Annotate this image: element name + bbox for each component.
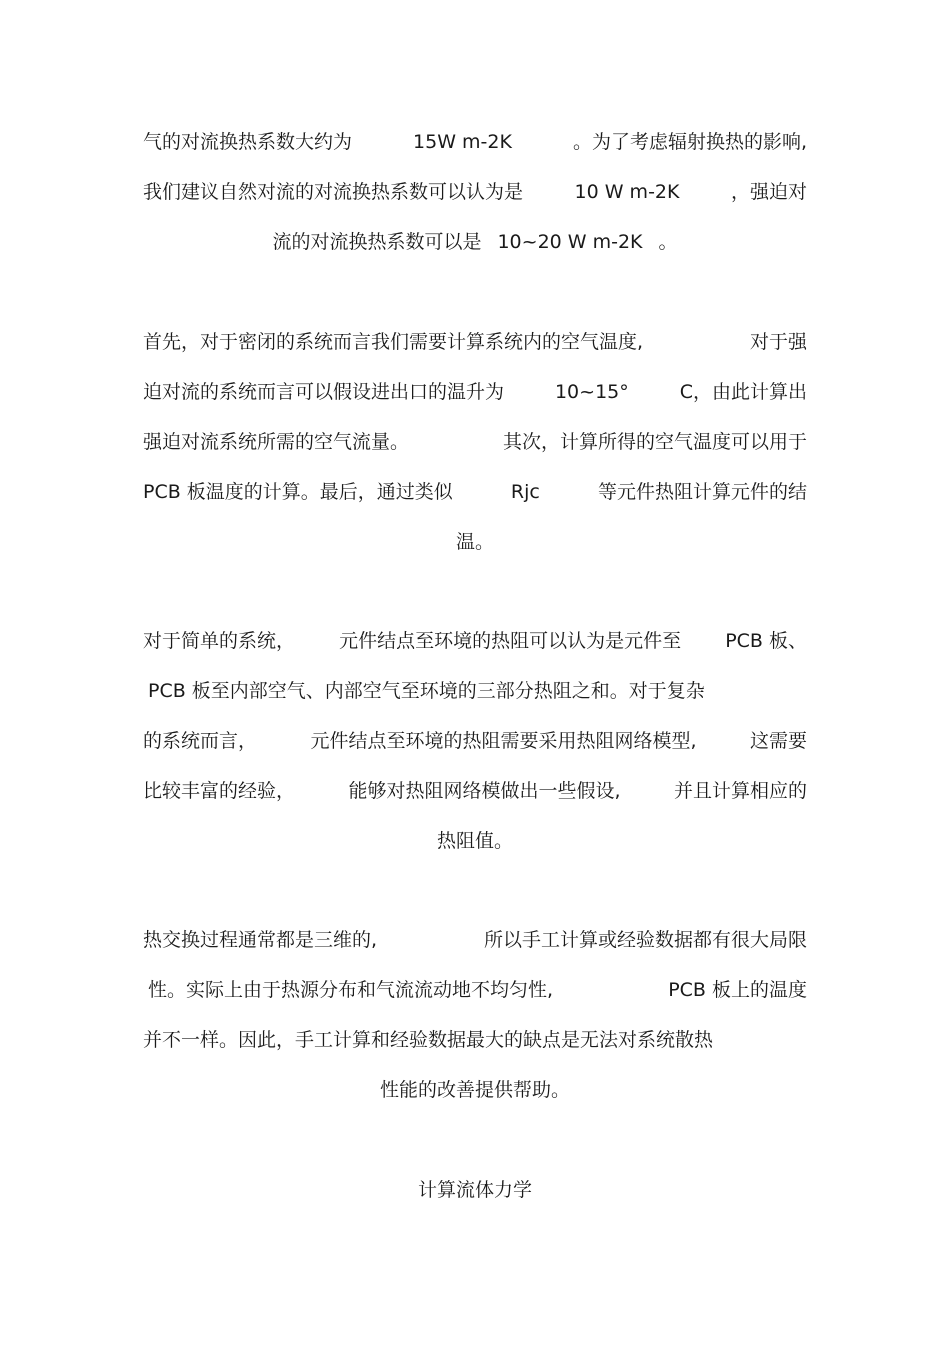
text-segment: 等元件热阻计算元件的结 xyxy=(597,481,807,503)
text-segment: 热交换过程通常都是三维的, xyxy=(143,929,378,951)
text-segment: 性能的改善提供帮助。 xyxy=(379,1079,570,1101)
text-segment: 。为了考虑辐射换热的影响, xyxy=(572,131,807,153)
text-segment: PCB 板上的温度 xyxy=(668,979,807,1001)
text-segment: PCB 板至内部空气、内部空气至环境的三部分热阻之和。对于复杂 xyxy=(148,680,705,702)
p4-line1 xyxy=(143,925,807,955)
p2-line1 xyxy=(143,327,807,357)
text-segment: 比较丰富的经验， xyxy=(143,780,296,802)
text-segment: 元件结点至环境的热阻可以认为是元件至 xyxy=(339,630,682,652)
text-segment: 强迫对流系统所需的空气流量。 xyxy=(143,431,410,453)
text-segment: 的系统而言， xyxy=(143,730,258,752)
p3-line5 xyxy=(143,826,807,856)
text-segment: PCB 板温度的计算。最后，通过类似 xyxy=(143,481,453,503)
text-segment: 这需要 xyxy=(749,730,807,752)
text-segment: 我们建议自然对流的对流换热系数可以认为是 xyxy=(143,181,524,203)
text-segment: 10~15° xyxy=(554,381,629,403)
p2-line2 xyxy=(143,377,807,407)
p1-line3 xyxy=(143,227,807,257)
text-segment: 元件结点至环境的热阻需要采用热阻网络模型, xyxy=(310,730,697,752)
p4-line2 xyxy=(143,975,807,1005)
text-segment: 能够对热阻网络模做出一些假设, xyxy=(348,780,621,802)
p4-line4 xyxy=(143,1075,807,1105)
text-segment: 10~20 W m-2K xyxy=(497,231,643,253)
text-segment: 并且计算相应的 xyxy=(673,780,807,802)
text-segment: 性。实际上由于热源分布和气流流动地不均匀性, xyxy=(148,979,554,1001)
p1-line2 xyxy=(143,177,807,207)
text-segment: ，强迫对 xyxy=(730,181,807,203)
text-segment: 其次，计算所得的空气温度可以用于 xyxy=(502,431,807,453)
text-segment: 气的对流换热系数大约为 xyxy=(143,131,353,153)
text-segment: C，由此计算出 xyxy=(679,381,807,403)
heading-text: 计算流体力学 xyxy=(417,1179,532,1201)
text-segment: Rjc xyxy=(510,481,540,503)
p3-line4 xyxy=(143,776,807,806)
p3-line3 xyxy=(143,726,807,756)
text-segment: 对于简单的系统， xyxy=(143,630,296,652)
text-segment: 。 xyxy=(658,231,678,253)
p1-line1 xyxy=(143,127,807,157)
text-segment: 15W m-2K xyxy=(413,131,512,153)
text-segment: 10 W m-2K xyxy=(574,181,680,203)
p2-line4 xyxy=(143,477,807,507)
p3-line1 xyxy=(143,626,807,656)
text-segment: 流的对流换热系数可以是 xyxy=(272,231,482,253)
text-segment: 对于强 xyxy=(749,331,807,353)
text-segment: 所以手工计算或经验数据都有很大局限 xyxy=(483,929,807,951)
p4-line3 xyxy=(143,1025,807,1055)
p3-line2 xyxy=(143,676,807,706)
text-segment: 并不一样。因此，手工计算和经验数据最大的缺点是无法对系统散热 xyxy=(143,1029,714,1051)
text-segment: 热阻值。 xyxy=(436,830,513,852)
text-segment: PCB 板、 xyxy=(725,630,807,652)
p2-line3 xyxy=(143,427,807,457)
text-segment: 首先，对于密闭的系统而言我们需要计算系统内的空气温度, xyxy=(143,331,644,353)
section-heading xyxy=(143,1175,807,1205)
text-segment: 温。 xyxy=(455,531,494,553)
text-segment: 迫对流的系统而言可以假设进出口的温升为 xyxy=(143,381,505,403)
p2-line5 xyxy=(143,527,807,557)
